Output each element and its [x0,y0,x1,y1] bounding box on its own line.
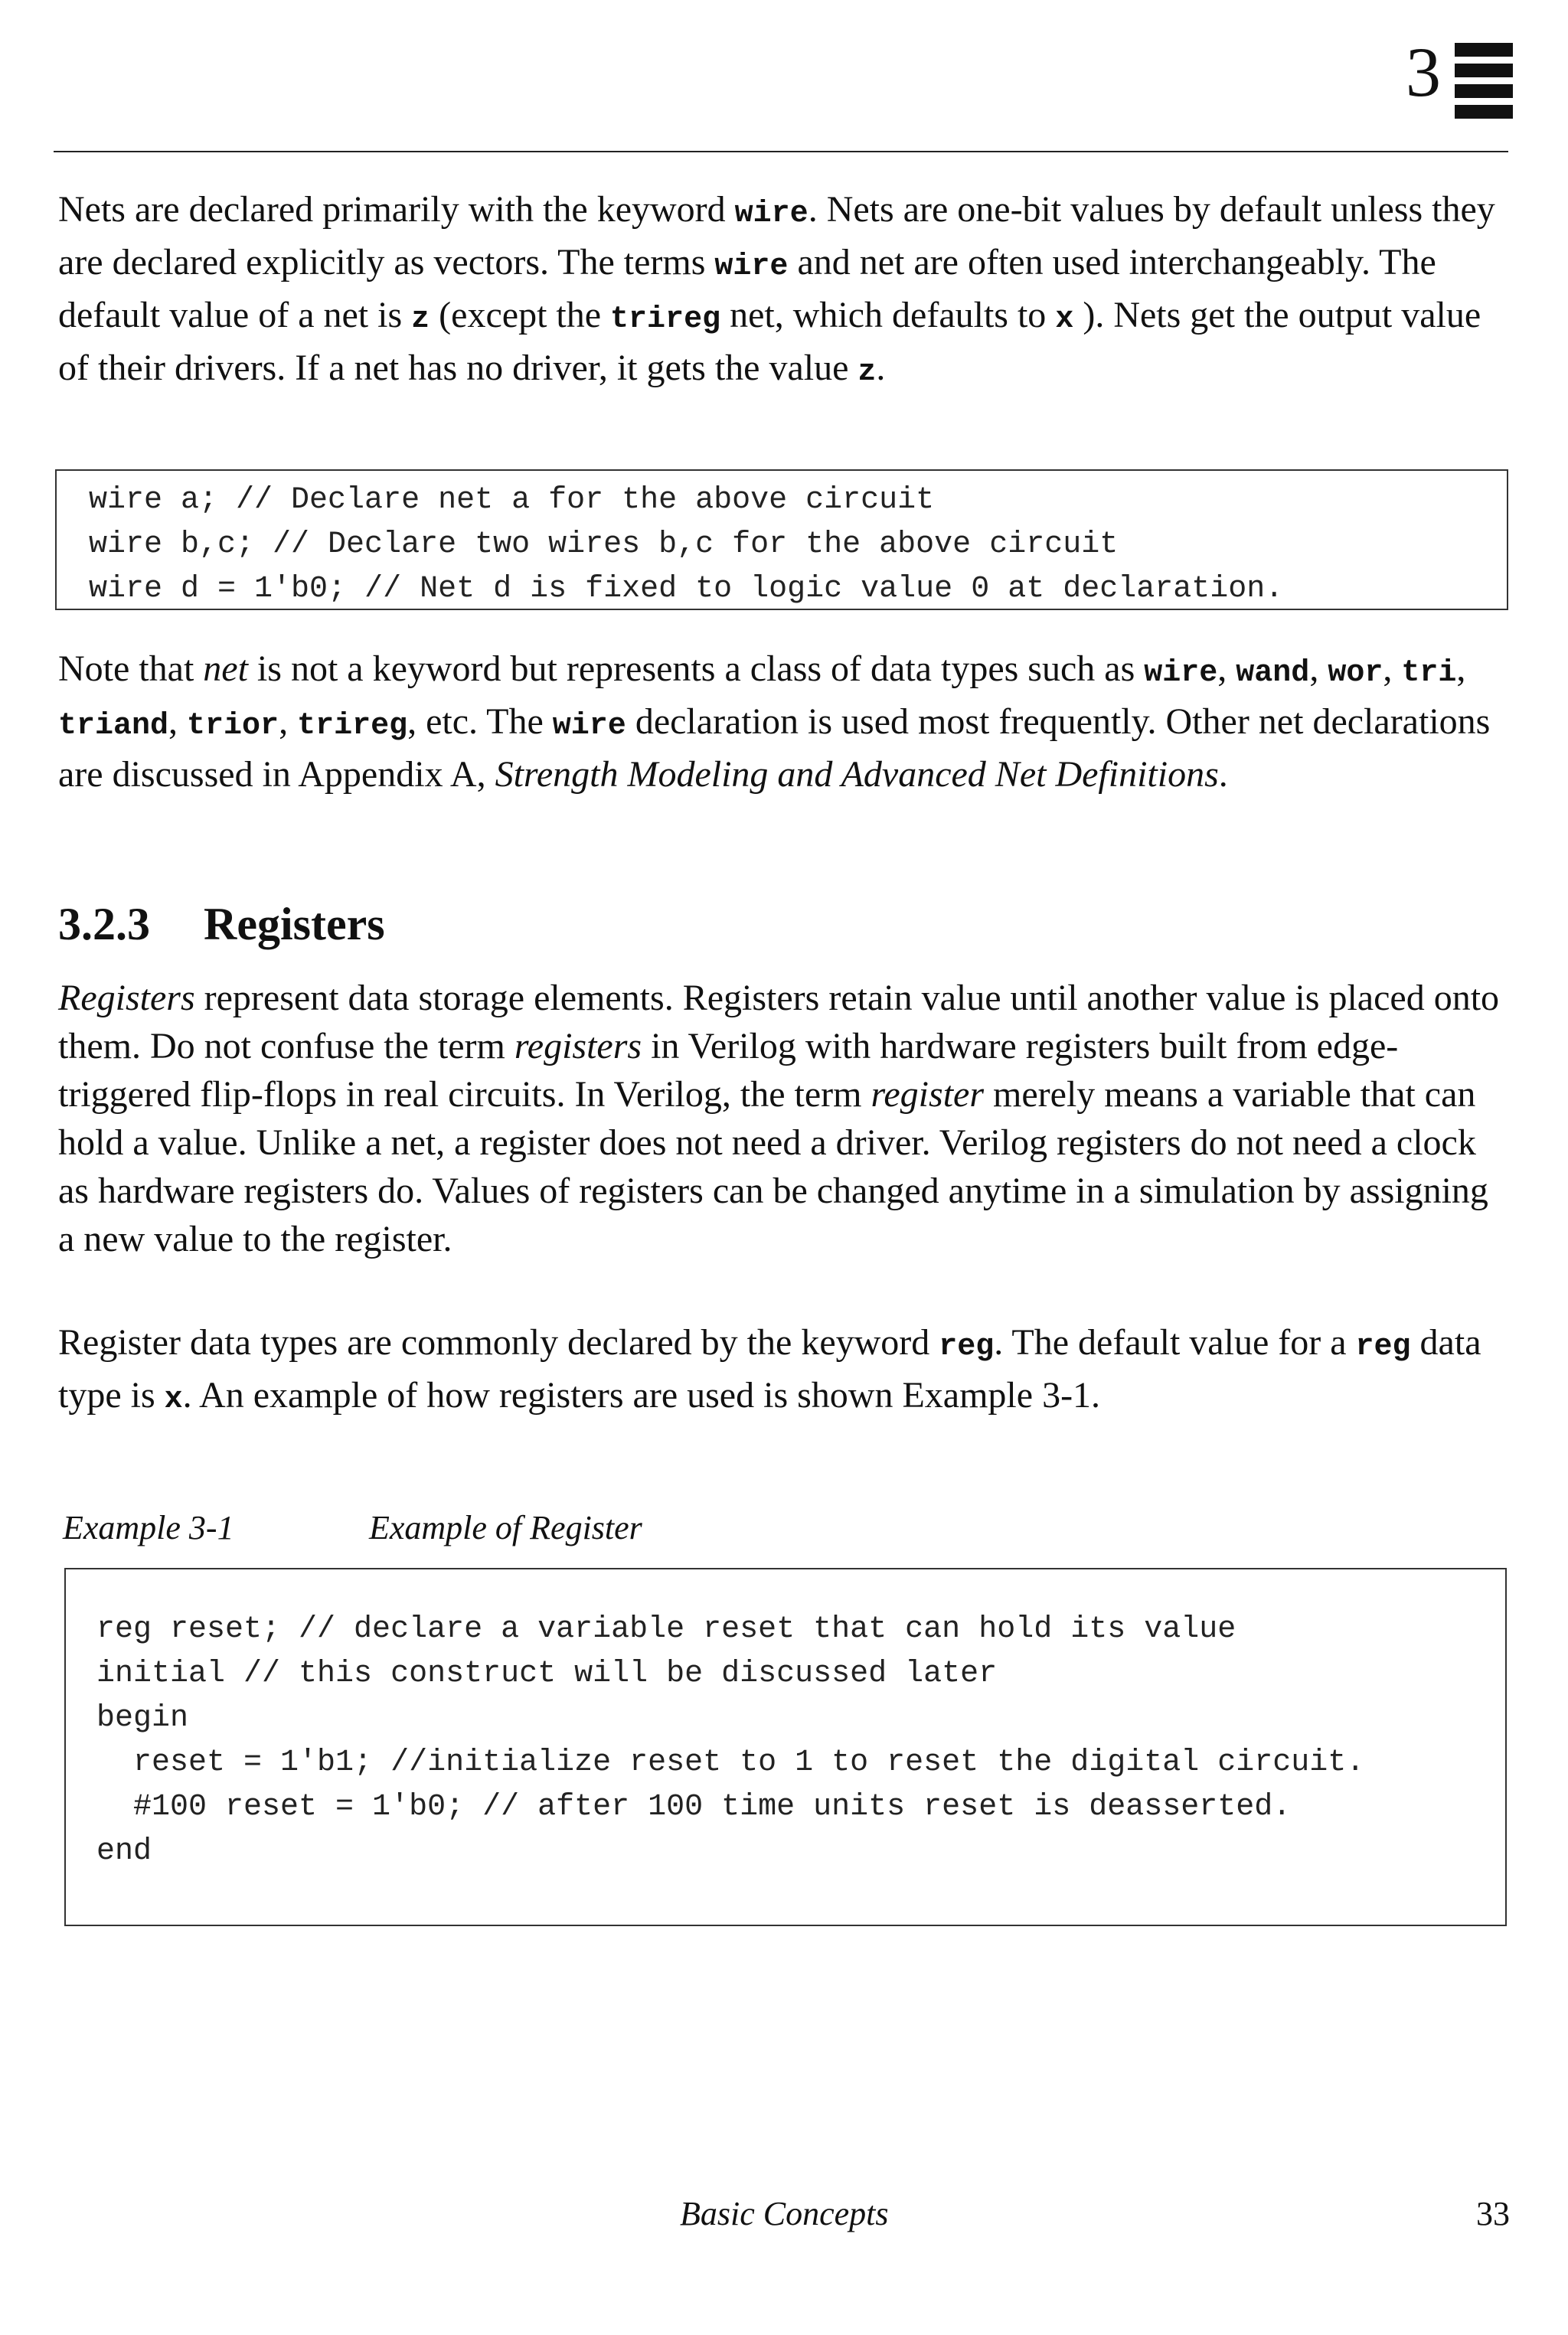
section-title: Registers [204,899,385,949]
example-title: Example of Register [369,1509,642,1546]
text: , etc. The [407,701,553,742]
text: Nets are declared primarily with the keyword [58,189,735,230]
text: in Verilog with hardware registers built from edge-triggered flip-flops in real circuits. In Verilog, the term [58,1026,1399,1115]
keyword: z [411,302,430,337]
chapter-number: 3 [1406,33,1441,111]
code-line: wire b,c; // Declare two wires b,c for the above circuit [89,527,1119,562]
keyword: triand [58,709,169,743]
text: . [876,348,886,388]
text: . Nets are one-bit values by default unless they are declared explicitly as vectors. The terms [58,189,1495,282]
text: , [168,701,188,742]
emphasis: registers [514,1026,642,1066]
text: merely means a variable that can hold a value. Unlike a net, a register does not need a driver. Verilog registers do not need a clock as hardware registers do. Values of registers can be changed anytime in a simulation by assigning a new value to the register. [58,1074,1488,1259]
text: represent data storage elements. Registers retain value until another value is placed onto them. Do not confuse the term [58,978,1500,1066]
keyword: trireg [610,302,721,337]
keyword: x [164,1383,183,1417]
tab-bar [1455,43,1513,57]
keyword: wire [552,709,626,743]
emphasis: Strength Modeling and Advanced Net Definitions [495,754,1219,795]
text: , [1383,648,1402,689]
chapter-tab-bars [1455,43,1513,119]
keyword: wand [1236,656,1310,691]
code-line: end [96,1834,152,1869]
keyword: wire [714,250,789,284]
text: Note that [58,648,204,689]
text: , [279,701,298,742]
header-rule [54,151,1508,152]
text: , [1309,648,1328,689]
text: (except the [430,295,611,335]
keyword: wire [734,197,808,231]
keyword: trior [187,709,279,743]
keyword: reg [939,1330,995,1364]
code-line: wire d = 1'b0; // Net d is fixed to logic value 0 at declaration. [89,572,1284,606]
text: Register data types are commonly declared by the keyword [58,1322,939,1363]
text: . [1218,754,1228,795]
keyword: trireg [297,709,408,743]
page-number: 33 [1476,2195,1510,2232]
emphasis: net [203,648,248,689]
text: declaration is used most frequently. Other net declarations are discussed in Appendix A, [58,701,1491,795]
text: net, which defaults to [720,295,1056,335]
keyword: wire [1144,656,1218,691]
keyword: wor [1328,656,1383,691]
paragraph-reg-type [58,1318,1505,1424]
keyword: reg [1355,1330,1411,1364]
code-line: reset = 1'b1; //initialize reset to 1 to reset the digital circuit. [96,1746,1365,1780]
emphasis: Registers [58,978,195,1018]
text: data type is [58,1322,1481,1416]
running-footer-title: Basic Concepts [680,2195,889,2232]
tab-bar [1455,64,1513,77]
emphasis: register [871,1074,985,1115]
text: . An example of how registers are used is shown Example 3-1. [182,1375,1101,1416]
text: , [1456,648,1466,689]
code-line: initial // this construct will be discussed later [96,1657,998,1691]
code-listing-nets [55,469,1508,610]
text: . The default value for a [994,1322,1356,1363]
paragraph-net-types [58,645,1505,798]
tab-bar [1455,84,1513,98]
keyword: z [858,355,877,390]
section-number: 3.2.3 [58,899,150,949]
paragraph-registers [58,974,1505,1263]
code-listing-register-example [64,1568,1507,1926]
code-line: #100 reset = 1'b0; // after 100 time units reset is deasserted. [96,1790,1292,1824]
paragraph-nets [58,185,1505,397]
code-line: wire a; // Declare net a for the above circuit [89,483,935,518]
example-caption [63,1507,642,1550]
text: and net are often used interchangeably. The default value of a net is [58,242,1436,335]
text: ). Nets get the output value of their drivers. If a net has no driver, it gets the value [58,295,1481,388]
chapter-marker [1406,33,1513,119]
section-heading [58,897,385,951]
code-line: reg reset; // declare a variable reset that can hold its value [96,1612,1236,1647]
code-line: begin [96,1701,189,1736]
keyword: x [1055,302,1074,337]
text: is not a keyword but represents a class of data types such as [247,648,1145,689]
text: , [1217,648,1236,689]
example-label: Example 3-1 [63,1509,234,1546]
keyword: tri [1401,656,1457,691]
tab-bar [1455,105,1513,119]
